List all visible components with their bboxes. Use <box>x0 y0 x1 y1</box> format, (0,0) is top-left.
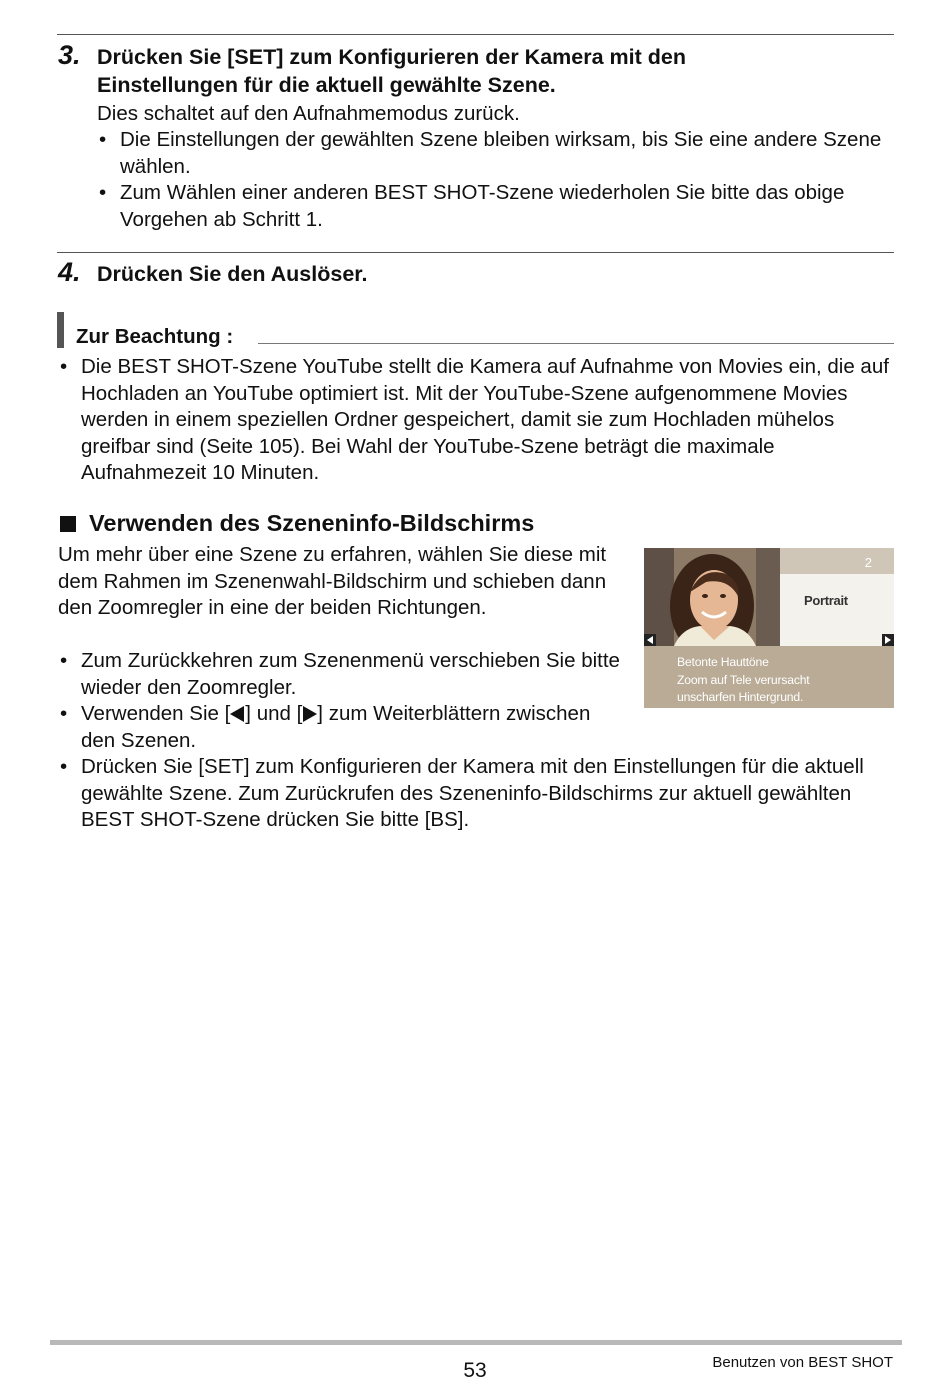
step-4-title: Drücken Sie den Auslöser. <box>97 262 368 286</box>
note-bullet-1: Die BEST SHOT-Szene YouTube stellt die Kamera auf Aufnahme von Movies ein, die auf Hochladen an YouTube optimiert ist. Mit der YouTube-Szene aufgenommene Movies werden in einem speziellen Ordner gespeichert, damit sie zum Hochladen mühelos greifbar sind (Seite 105). Bei Wahl der YouTube-Szene beträgt die maximale Aufnahmezeit 10 Minuten. <box>81 355 889 484</box>
right-arrow-icon <box>302 706 317 722</box>
section-bullet-1: Zum Zurückkehren zum Szenenmenü verschieben Sie bitte wieder den Zoomregler. <box>81 649 620 699</box>
bullet-dot: • <box>60 702 68 725</box>
step-3-title-line-1: Drücken Sie [SET] zum Konfigurieren der Kamera mit den <box>97 45 686 69</box>
note-label: Zur Beachtung : <box>76 325 234 348</box>
top-rule <box>57 34 894 35</box>
scene-description-line-3: unscharfen Hintergrund. <box>677 690 804 704</box>
scene-description-line-2: Zoom auf Tele verursacht <box>677 672 810 687</box>
left-arrow-icon <box>230 706 245 722</box>
list-item <box>97 127 894 180</box>
section-intro: Um mehr über eine Szene zu erfahren, wählen Sie diese mit dem Rahmen im Szenenwahl-Bildschirm und schieben dann den Zoomregler in eine der beiden Richtungen. <box>58 543 607 619</box>
bullet-dot: • <box>60 755 68 778</box>
bullet-dot: • <box>99 128 107 151</box>
scene-number: 2 <box>864 555 872 570</box>
camera-scene-info-screen <box>644 548 894 708</box>
step-4-rule <box>57 252 894 253</box>
bullet-dot: • <box>99 181 107 204</box>
section-bullet-2-post: ] zum Weiterblättern zwischen den Szenen. <box>81 702 591 752</box>
list-item <box>58 354 894 487</box>
section-square-icon <box>60 516 76 532</box>
step-3-number: 3. <box>58 40 81 70</box>
step-4-number: 4. <box>58 257 81 287</box>
step-3-bullet-1: Die Einstellungen der gewählten Szene bleiben wirksam, bis Sie eine andere Szene wählen. <box>120 128 882 178</box>
note-divider <box>258 343 894 344</box>
bullet-dot: • <box>60 355 68 378</box>
step-3-title-line-2: Einstellungen für die aktuell gewählte Szene. <box>97 73 556 97</box>
cam-left-arrow-icon <box>644 634 656 646</box>
section-bullet-2-mid: ] und [ <box>245 702 303 725</box>
scene-description-line-1: Betonte Hauttöne <box>677 655 769 669</box>
list-item <box>58 754 894 834</box>
page-number: 53 <box>463 1359 487 1382</box>
footer-bar <box>50 1340 902 1345</box>
list-item <box>58 701 621 754</box>
section-title: Verwenden des Szeneninfo-Bildschirms <box>89 510 535 536</box>
note-marker-bar <box>57 312 64 348</box>
list-item <box>58 648 621 701</box>
scene-name: Portrait <box>804 593 848 608</box>
list-item <box>97 180 894 233</box>
section-bullet-2-pre: Verwenden Sie [ <box>81 702 231 725</box>
note-bullet-list <box>58 354 894 487</box>
scene-description <box>677 654 887 707</box>
portrait-sample-photo <box>644 548 894 646</box>
step-3-bullet-list <box>97 127 894 233</box>
section-bullet-3: Drücken Sie [SET] zum Konfigurieren der Kamera mit den Einstellungen für die aktuell gewählte Szene. Zum Zurückrufen des Szeneninfo-Bildschirms zur aktuell gewählten BEST SHOT-Szene drücken Sie bitte [BS]. <box>81 755 864 831</box>
step-3-bullet-2: Zum Wählen einer anderen BEST SHOT-Szene wiederholen Sie bitte das obige Vorgehen ab Schritt 1. <box>120 181 845 231</box>
cam-right-arrow-icon <box>882 634 894 646</box>
bullet-dot: • <box>60 649 68 672</box>
step-3-body: Dies schaltet auf den Aufnahmemodus zurück. <box>97 102 520 125</box>
chapter-title: Benutzen von BEST SHOT <box>712 1354 893 1371</box>
